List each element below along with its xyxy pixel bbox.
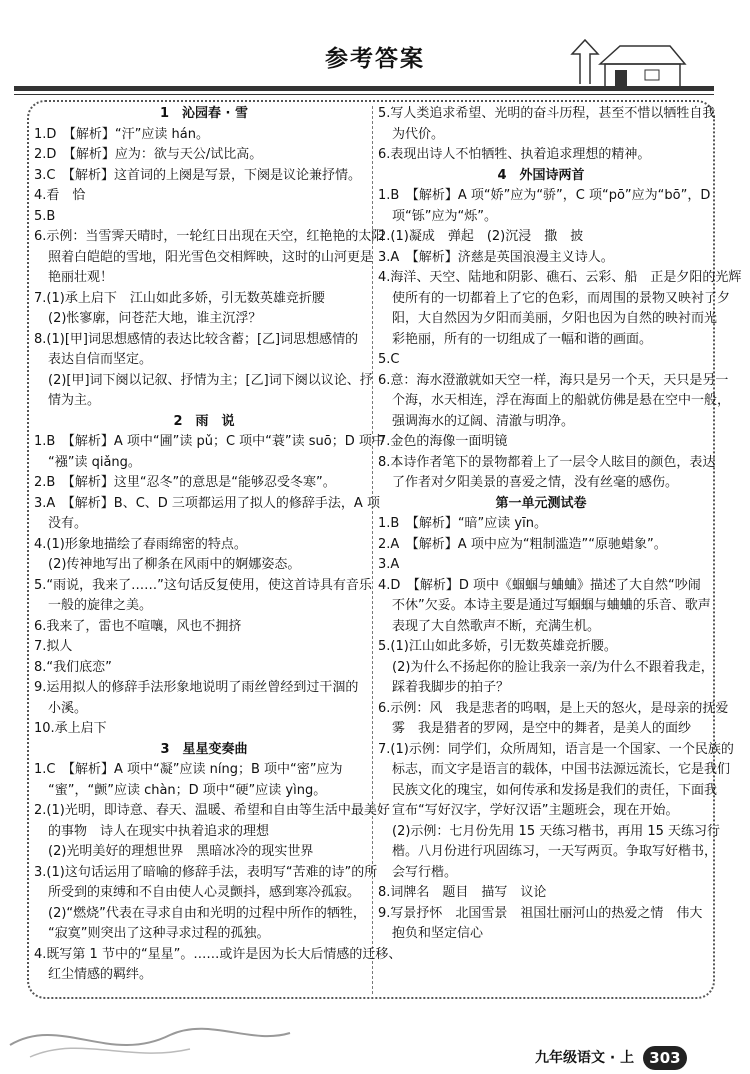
answer-line: 5.“雨说，我来了……”这句话反复使用，使这首诗具有音乐: [34, 577, 372, 593]
answer-line: 抱负和坚定信心: [392, 926, 484, 941]
answer-line: 7.金色的海像一面明镜: [378, 434, 508, 449]
answer-line: 3.A 【解析】济慈是英国浪漫主义诗人。: [378, 249, 614, 265]
answer-line: 6.表现出诗人不怕牺牲、执着追求理想的精神。: [378, 147, 651, 162]
answer-line: 7.(1)承上启下 江山如此多娇，引无数英雄竞折腰: [34, 290, 325, 306]
answer-line: (2)为什么不扬起你的脸让我亲一亲/为什么不跟着我走，: [392, 659, 714, 675]
answer-line: 6.示例：当雪霁天晴时，一轮红日出现在天空，红艳艳的太阳: [34, 229, 385, 244]
answer-line: 5.写人类追求希望、光明的奋斗历程，甚至不惜以牺牲自我: [378, 106, 716, 121]
answer-line: 2.(1)光明，即诗意、春天、温暖、希望和自由等生活中最美好: [34, 803, 390, 818]
answer-line: 艳丽壮观！: [48, 270, 114, 285]
answer-line: 4.海洋、天空、陆地和阴影、礁石、云彩、船 正是夕阳的光辉: [378, 270, 742, 285]
answer-line: 1.D 【解析】“汗”应读 hán。: [34, 126, 209, 142]
answer-line: 10.承上启下: [34, 721, 107, 736]
answer-line: 的事物 诗人在现实中执着追求的理想: [48, 823, 270, 839]
answer-line: 会写行楷。: [392, 864, 458, 880]
answer-line: (2)传神地写出了柳条在风雨中的婀娜姿态。: [48, 557, 301, 572]
answer-line: 2.D 【解析】应为：欲与天公/试比高。: [34, 147, 263, 162]
answer-line: 了作者对夕阳美景的喜爱之情，没有丝毫的感伤。: [392, 475, 679, 490]
answer-line: 8.本诗作者笔下的景物都着上了一层令人眩目的颜色，表达: [378, 454, 716, 470]
answer-line: 情为主。: [48, 393, 101, 408]
answer-line: 3.A: [378, 557, 400, 572]
answer-line: 强调海水的辽阔、清澈与明净。: [392, 413, 575, 429]
answer-line: 个海，水天相连，浮在海面上的船就仿佛是悬在空中一般，: [392, 393, 731, 408]
answer-line: 7.(1)示例：同学们，众所周知，语言是一个国家、一个民族的: [378, 741, 734, 757]
section-heading: 3 星星变奏曲: [160, 741, 248, 757]
answer-line: 一般的旋律之美。: [48, 598, 153, 613]
right-column: [378, 104, 742, 945]
answer-line: 标志，而文字是语言的载体，中国书法源远流长，它是我们: [392, 762, 731, 777]
answer-line: 使所有的一切都着上了它的色彩，而周围的景物又映衬了夕: [392, 290, 731, 306]
answer-line: 2.B 【解析】这里“忍冬”的意思是“能够忍受冬寒”。: [34, 475, 336, 490]
header-rule-thin: [14, 94, 714, 95]
answer-line: 雾 我是猎者的罗网，是空中的舞者，是美人的面纱: [392, 721, 692, 736]
answer-line: (2)“燃烧”代表在寻求自由和光明的过程中所作的牺牲，: [48, 905, 366, 921]
answer-line: 4.既写第 1 节中的“星星”。……或许是因为长大后情感的迁移、: [34, 946, 402, 962]
answer-line: 照着白皑皑的雪地，阳光雪色交相辉映，这时的山河更是: [48, 249, 374, 265]
answer-line: 为代价。: [392, 126, 445, 142]
header-rule-thick: [14, 86, 714, 91]
answer-line: 3.(1)这句话运用了暗喻的修辞手法，表明写“苦难的诗”的所: [34, 864, 378, 880]
answer-line: 彩艳丽，所有的一切组成了一幅和谐的画面。: [392, 331, 653, 347]
answer-line: 不休”欠妥。本诗主要是通过写蝈蝈与蛐蛐的乐音、歌声: [392, 598, 711, 613]
answer-line: 所受到的束缚和不自由使人心灵颤抖，感到寒冷孤寂。: [48, 885, 361, 900]
answer-line: 8.词牌名 题目 描写 议论: [378, 885, 547, 900]
answer-line: 没有。: [48, 516, 88, 531]
page-footer: [535, 1046, 687, 1070]
answer-line: 宣布“写好汉字，学好汉语”主题班会，现在开始。: [392, 803, 679, 818]
answer-line: (2)[甲]词下阕以记叙、抒情为主；[乙]词下阕以议论、抒: [48, 372, 373, 388]
answer-line: 4.D 【解析】D 项中《蝈蝈与蛐蛐》描述了大自然“吵闹: [378, 577, 701, 593]
answer-line: 6.我来了，雷也不喧嚷，风也不拥挤: [34, 618, 242, 634]
section-heading: 2 雨 说: [173, 413, 235, 429]
answer-line: 8.(1)[甲]词思想感情的表达比较含蓄；[乙]词思想感情的: [34, 331, 359, 347]
answer-line: 踩着我脚步的拍子？: [392, 680, 510, 695]
answer-line: 1.C 【解析】A 项中“凝”应读 níng；B 项中“密”应为: [34, 762, 343, 777]
answer-line: 9.运用拟人的修辞手法形象地说明了雨丝曾经到过干涸的: [34, 680, 359, 695]
answer-line: 6.意：海水澄澈就如天空一样，海只是另一个天，天只是另一: [378, 372, 729, 388]
answer-line: “蜜”，“颤”应读 chàn；D 项中“硬”应读 yìng。: [48, 782, 327, 798]
section-heading: 第一单元测试卷: [495, 495, 587, 511]
answer-line: (2)怅寥廓，问苍茫大地，谁主沉浮？: [48, 311, 262, 326]
answer-line: 9.写景抒怀 北国雪景 祖国壮丽河山的热爱之情 伟大: [378, 905, 703, 921]
answer-line: 1.B 【解析】A 项“娇”应为“骄”，C 项“pō”应为“bō”，D: [378, 188, 711, 203]
answer-line: 阳，大自然因为夕阳而美丽，夕阳也因为自然的映衬而光: [392, 311, 718, 326]
answer-line: 3.C 【解析】这首词的上阕是写景，下阕是议论兼抒情。: [34, 167, 361, 183]
answer-line: 1.B 【解析】“暗”应读 yīn。: [378, 516, 547, 531]
section-heading: 1 沁园春 · 雪: [159, 106, 249, 121]
page-title: 参考答案: [325, 45, 425, 72]
answer-line: 2.(1)凝成 弹起 (2)沉浸 撒 披: [378, 229, 584, 244]
answer-line: (2)光明美好的理想世界 黑暗冰冷的现实世界: [48, 844, 314, 859]
decorative-swirl: [0, 1005, 300, 1065]
answer-line: “寂寞”则突出了这种寻求过程的孤独。: [48, 926, 270, 941]
house-illustration: [560, 34, 710, 94]
page-number: 303: [643, 1046, 687, 1070]
answer-line: 5.B: [34, 208, 56, 224]
answer-line: 4.看 恰: [34, 188, 86, 203]
answer-line: 5.C: [378, 352, 400, 367]
answer-line: “襁”读 qiǎng。: [48, 454, 141, 470]
answer-line: 3.A 【解析】B、C、D 三项都运用了拟人的修辞手法，A 项: [34, 495, 380, 511]
answer-line: 4.(1)形象地描绘了春雨绵密的特点。: [34, 536, 247, 552]
answer-line: 红尘情感的羁绊。: [48, 967, 153, 982]
answer-line: 7.拟人: [34, 639, 73, 654]
answer-line: 5.(1)江山如此多娇，引无数英雄竞折腰。: [378, 639, 617, 654]
footer-label: 九年级语文 · 上: [535, 1050, 635, 1066]
answer-line: 表达自信而坚定。: [48, 352, 153, 367]
answer-line: 表现了大自然歌声不断，充满生机。: [392, 618, 601, 634]
answer-line: 楷。八月份进行巩固练习，一天写两页。争取写好楷书，: [392, 844, 718, 859]
answer-line: 1.B 【解析】A 项中“圃”读 pǔ；C 项中“蓑”读 suō；D 项中: [34, 434, 385, 449]
section-heading: 4 外国诗两首: [497, 167, 585, 183]
answer-line: (2)示例：七月份先用 15 天练习楷书，再用 15 天练习行: [392, 823, 721, 839]
answer-line: 项“铄”应为“烁”。: [392, 208, 497, 224]
answer-line: 2.A 【解析】A 项中应为“粗制滥造”“原驰蜡象”。: [378, 536, 667, 552]
answer-line: 6.示例：风 我是悲者的呜咽，是上天的怒火，是母亲的抚爱: [378, 700, 729, 716]
answer-line: 小溪。: [48, 700, 88, 716]
answer-line: 民族文化的瑰宝，如何传承和发扬是我们的责任，下面我: [392, 782, 718, 798]
answer-line: 8.“我们底恋”: [34, 659, 112, 675]
